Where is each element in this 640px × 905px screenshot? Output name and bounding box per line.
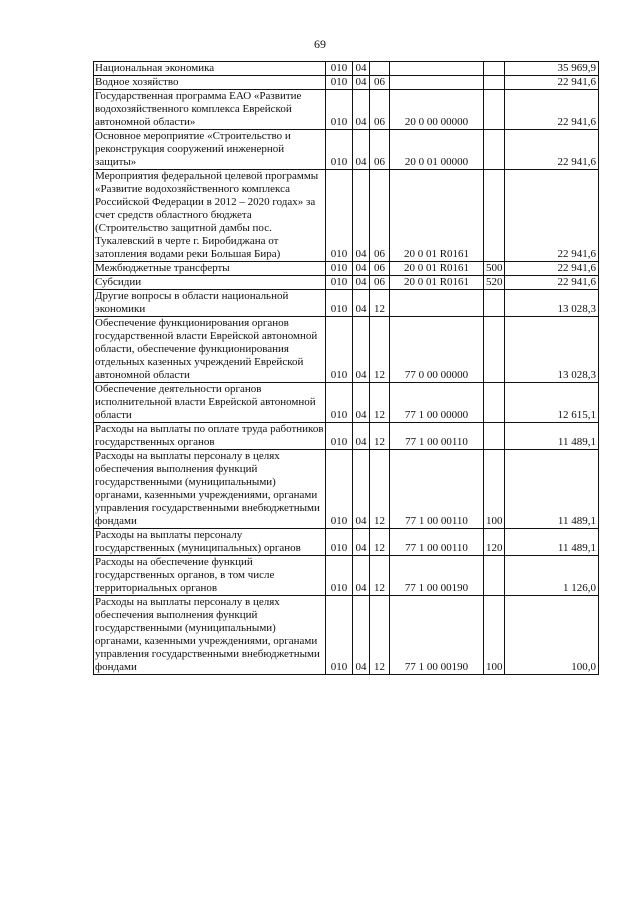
row-name: Расходы на выплаты персоналу в целях обеспечения выполнения функций государственными (муниципальными) органами, казенными учреждениями, органами управления государственными внебюджетными фондами <box>94 450 326 529</box>
amount: 11 489,1 <box>505 450 599 529</box>
expense-type-code: 520 <box>484 276 505 290</box>
target-article-code: 20 0 01 R0161 <box>390 276 484 290</box>
subsection-code: 12 <box>370 290 390 317</box>
section-code: 04 <box>353 383 370 423</box>
section-code: 04 <box>353 90 370 130</box>
expense-type-code: 120 <box>484 529 505 556</box>
subsection-code: 12 <box>370 423 390 450</box>
amount: 35 969,9 <box>505 62 599 76</box>
budget-table <box>93 61 599 675</box>
section-code: 04 <box>353 556 370 596</box>
table-row <box>94 317 599 383</box>
row-name: Обеспечение деятельности органов исполнительной власти Еврейской автономной области <box>94 383 326 423</box>
amount: 1 126,0 <box>505 556 599 596</box>
subsection-code: 12 <box>370 383 390 423</box>
target-article-code: 20 0 00 00000 <box>390 90 484 130</box>
table-row <box>94 556 599 596</box>
section-code: 04 <box>353 276 370 290</box>
amount: 22 941,6 <box>505 276 599 290</box>
row-name: Национальная экономика <box>94 62 326 76</box>
amount: 22 941,6 <box>505 90 599 130</box>
expense-type-code <box>484 90 505 130</box>
target-article-code: 20 0 01 R0161 <box>390 170 484 262</box>
target-article-code: 77 1 00 00190 <box>390 596 484 675</box>
page-number: 69 <box>314 37 326 51</box>
amount: 11 489,1 <box>505 529 599 556</box>
subsection-code: 06 <box>370 262 390 276</box>
expense-type-code <box>484 556 505 596</box>
amount: 13 028,3 <box>505 317 599 383</box>
row-name: Субсидии <box>94 276 326 290</box>
admin-code: 010 <box>326 62 353 76</box>
section-code: 04 <box>353 62 370 76</box>
subsection-code: 06 <box>370 76 390 90</box>
section-code: 04 <box>353 596 370 675</box>
amount: 22 941,6 <box>505 262 599 276</box>
subsection-code <box>370 62 390 76</box>
target-article-code: 77 1 00 00110 <box>390 423 484 450</box>
table-row <box>94 450 599 529</box>
amount: 12 615,1 <box>505 383 599 423</box>
expense-type-code <box>484 170 505 262</box>
expense-type-code: 100 <box>484 596 505 675</box>
section-code: 04 <box>353 423 370 450</box>
section-code: 04 <box>353 170 370 262</box>
target-article-code: 77 1 00 00110 <box>390 529 484 556</box>
amount: 13 028,3 <box>505 290 599 317</box>
amount: 100,0 <box>505 596 599 675</box>
table-row <box>94 130 599 170</box>
expense-type-code <box>484 423 505 450</box>
row-name: Расходы на выплаты персоналу государственных (муниципальных) органов <box>94 529 326 556</box>
expense-type-code <box>484 130 505 170</box>
row-name: Межбюджетные трансферты <box>94 262 326 276</box>
target-article-code <box>390 62 484 76</box>
subsection-code: 12 <box>370 596 390 675</box>
expense-type-code <box>484 290 505 317</box>
table-row <box>94 383 599 423</box>
subsection-code: 12 <box>370 450 390 529</box>
subsection-code: 06 <box>370 276 390 290</box>
admin-code: 010 <box>326 262 353 276</box>
admin-code: 010 <box>326 76 353 90</box>
row-name: Расходы на выплаты по оплате труда работников государственных органов <box>95 423 324 448</box>
row-name: Обеспечение функционирования органов государственной власти Еврейской автономной области, обеспечение функционирования отдельных казенных учреждений Еврейской автономной области <box>94 317 326 383</box>
expense-type-code: 500 <box>484 262 505 276</box>
amount: 22 941,6 <box>505 130 599 170</box>
target-article-code: 77 1 00 00000 <box>390 383 484 423</box>
target-article-code: 20 0 01 00000 <box>390 130 484 170</box>
expense-type-code <box>484 62 505 76</box>
row-name: Расходы на выплаты персоналу в целях обеспечения выполнения функций государственными (муниципальными) органами, казенными учреждениями, органами управления государственными внебюджетными фондами <box>94 596 326 675</box>
subsection-code: 06 <box>370 90 390 130</box>
table-row <box>94 62 599 76</box>
table-row <box>94 76 599 90</box>
table-row <box>94 290 599 317</box>
subsection-code: 12 <box>370 556 390 596</box>
row-name: Государственная программа ЕАО «Развитие водохозяйственного комплекса Еврейской автономной области» <box>94 90 326 130</box>
admin-code: 010 <box>326 556 353 596</box>
target-article-code <box>390 76 484 90</box>
table-row <box>94 90 599 130</box>
target-article-code: 77 1 00 00110 <box>390 450 484 529</box>
table-row <box>94 262 599 276</box>
table-row <box>94 170 599 262</box>
admin-code: 010 <box>326 596 353 675</box>
table-row <box>94 423 599 450</box>
admin-code: 010 <box>326 383 353 423</box>
table-row <box>94 276 599 290</box>
subsection-code: 12 <box>370 529 390 556</box>
admin-code: 010 <box>326 317 353 383</box>
table-row <box>94 529 599 556</box>
section-code: 04 <box>353 529 370 556</box>
expense-type-code <box>484 317 505 383</box>
subsection-code: 06 <box>370 170 390 262</box>
expense-type-code <box>484 383 505 423</box>
admin-code: 010 <box>326 450 353 529</box>
row-name: Мероприятия федеральной целевой программы «Развитие водохозяйственного комплекса Российской Федерации в 2012 – 2020 годах» за счет средств областного бюджета (Строительство защитной дамбы пос. Тукалевский в черте г. Биробиджана от затопления водами реки Большая Бира) <box>94 170 326 262</box>
subsection-code: 06 <box>370 130 390 170</box>
section-code: 04 <box>353 290 370 317</box>
admin-code: 010 <box>326 529 353 556</box>
subsection-code: 12 <box>370 317 390 383</box>
section-code: 04 <box>353 262 370 276</box>
row-name: Другие вопросы в области национальной экономики <box>94 290 326 317</box>
row-name: Водное хозяйство <box>94 76 326 90</box>
row-name: Расходы на обеспечение функций государственных органов, в том числе территориальных органов <box>94 556 326 596</box>
section-code: 04 <box>353 450 370 529</box>
expense-type-code <box>484 76 505 90</box>
section-code: 04 <box>353 130 370 170</box>
expense-type-code: 100 <box>484 450 505 529</box>
target-article-code <box>390 290 484 317</box>
admin-code: 010 <box>326 130 353 170</box>
admin-code: 010 <box>326 90 353 130</box>
admin-code: 010 <box>326 423 353 450</box>
section-code: 04 <box>353 76 370 90</box>
section-code: 04 <box>353 317 370 383</box>
amount: 22 941,6 <box>505 170 599 262</box>
target-article-code: 77 1 00 00190 <box>390 556 484 596</box>
admin-code: 010 <box>326 276 353 290</box>
target-article-code: 77 0 00 00000 <box>390 317 484 383</box>
table-row <box>94 596 599 675</box>
target-article-code: 20 0 01 R0161 <box>390 262 484 276</box>
row-name: Основное мероприятие «Строительство и реконструкция сооружений инженерной защиты» <box>94 130 326 170</box>
amount: 22 941,6 <box>505 76 599 90</box>
admin-code: 010 <box>326 290 353 317</box>
budget-table-body <box>94 62 599 675</box>
amount: 11 489,1 <box>505 423 599 450</box>
admin-code: 010 <box>326 170 353 262</box>
